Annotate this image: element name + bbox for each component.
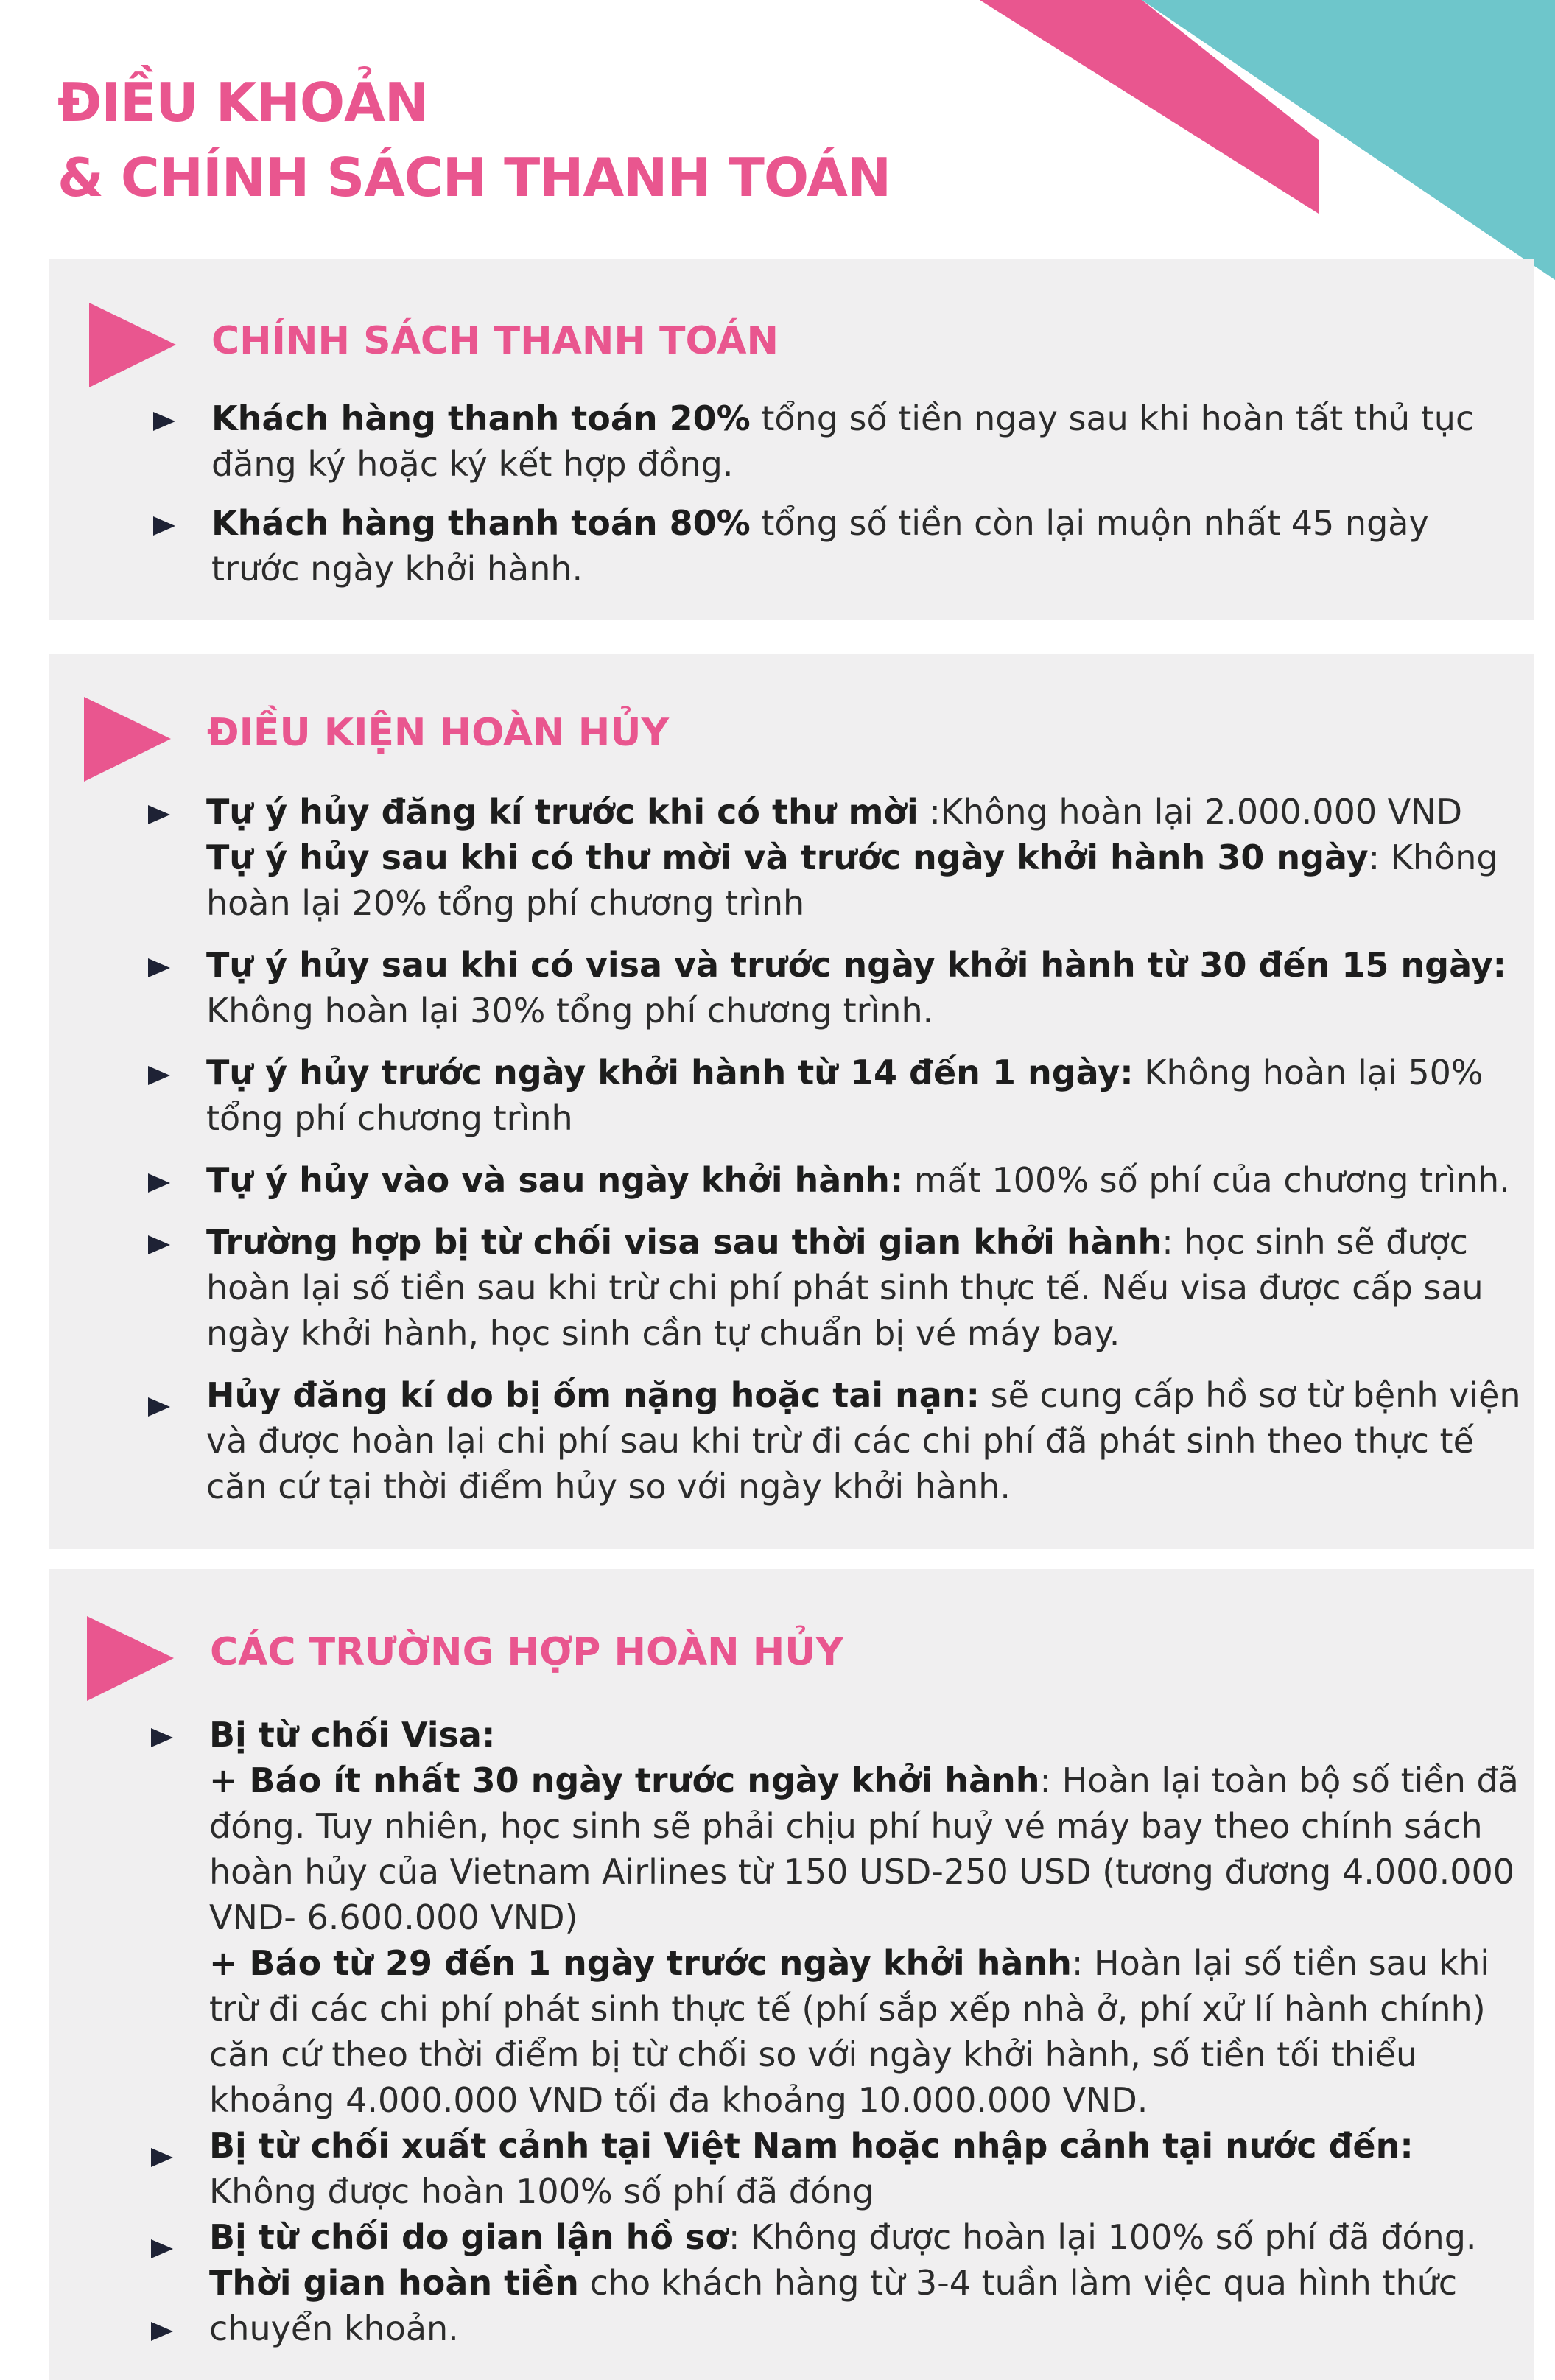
item-bold: Bị từ chối xuất cảnh tại Việt Nam hoặc nhập cảnh tại nước đến: (209, 2126, 1414, 2166)
bullet-icon (151, 2239, 173, 2258)
item-bold: Tự ý hủy vào và sau ngày khởi hành: (206, 1160, 904, 1200)
item-bold: Hủy đăng kí do bị ốm nặng hoặc tai nạn: (206, 1375, 980, 1415)
item-text: : Hoàn lại số tiền sau khi trừ đi các chi phí phát sinh thực tế (phí sắp xếp nhà ở, phí xử lí hành chính) căn cứ theo thời điểm bị từ chối so với ngày khởi hành, số tiền tối thiểu khoảng 4.000.000 VND tối đa khoảng 10.000.000 VND. (209, 1943, 1490, 2120)
item-bold: Bị từ chối do gian lận hồ sơ (209, 2217, 729, 2257)
item-bold: Trường hợp bị từ chối visa sau thời gian khởi hành (206, 1222, 1162, 1262)
page-title-line1: ĐIỀU KHOẢN (57, 71, 429, 133)
bullet-icon (151, 1728, 173, 1747)
cancellation-cases-list (209, 1712, 1524, 2351)
bullet-icon (148, 1235, 170, 1254)
list-item (206, 1157, 1525, 1203)
cancellation-cases-panel (49, 1569, 1534, 2380)
list-item (209, 2260, 1524, 2351)
list-item (206, 789, 1525, 926)
list-item (206, 1372, 1525, 1509)
item-bold: Khách hàng thanh toán 20% (211, 399, 751, 438)
item-bold: Khách hàng thanh toán 80% (211, 503, 751, 543)
payment-policy-list (211, 396, 1508, 592)
section-title: CHÍNH SÁCH THANH TOÁN (211, 319, 779, 363)
item-text: cho khách hàng từ 3-4 tuần làm việc qua hình thức chuyển khoản. (209, 2263, 1458, 2348)
item-bold: Thời gian hoàn tiền (209, 2263, 579, 2303)
item-bold: Tự ý hủy trước ngày khởi hành từ 14 đến 1 ngày: (206, 1053, 1134, 1092)
item-bold: Tự ý hủy sau khi có thư mời và trước ngày khởi hành 30 ngày (206, 838, 1369, 877)
bullet-icon (151, 2148, 173, 2167)
item-line (206, 789, 1525, 835)
item-bold: + Báo từ 29 đến 1 ngày trước ngày khởi hành (209, 1943, 1072, 1983)
list-item (209, 2214, 1524, 2260)
section-title: CÁC TRƯỜNG HỢP HOÀN HỦY (210, 1630, 844, 1674)
cancellation-conditions-list (206, 789, 1525, 1509)
section-arrow-icon (87, 1616, 174, 1701)
item-bold: Tự ý hủy sau khi có visa và trước ngày khởi hành từ 30 đến 15 ngày: (206, 945, 1507, 985)
bullet-icon (148, 805, 170, 824)
bullet-icon (148, 1173, 170, 1193)
item-text: : Không được hoàn lại 100% số phí đã đóng. (728, 2217, 1477, 2257)
item-bold: + Báo ít nhất 30 ngày trước ngày khởi hành (209, 1761, 1040, 1800)
item-text: sẽ cung cấp hồ sơ từ bệnh viện và được hoàn lại chi phí sau khi trừ đi các chi phí đã phát sinh theo thực tế căn cứ tại thời điểm hủy so với ngày khởi hành. (206, 1375, 1521, 1506)
item-text: tổng số tiền ngay sau khi hoàn tất thủ tục đăng ký hoặc ký kết hợp đồng. (211, 399, 1475, 484)
visa-sub1 (209, 1758, 1524, 1940)
list-item (206, 942, 1525, 1033)
item-text: : Hoàn lại toàn bộ số tiền đã đóng. Tuy nhiên, học sinh sẽ phải chịu phí huỷ vé máy bay theo chính sách hoàn hủy của Vietnam Airlines từ 150 USD-250 USD (tương đương 4.000.000 VND- 6.600.000 VND) (209, 1761, 1519, 1937)
bullet-icon (151, 2322, 173, 2341)
section-arrow-icon (84, 697, 171, 782)
bullet-icon (148, 958, 170, 977)
bullet-icon (153, 412, 175, 431)
list-item (209, 2123, 1524, 2214)
cancellation-conditions-panel (49, 654, 1534, 1549)
list-item (211, 396, 1508, 487)
visa-refusal-item (209, 1712, 1524, 2123)
list-item (206, 1050, 1525, 1141)
bullet-icon (153, 516, 175, 536)
item-line (206, 835, 1525, 926)
item-bold: Tự ý hủy đăng kí trước khi có thư mời (206, 792, 919, 832)
corner-decoration (950, 0, 1555, 280)
item-text: Không được hoàn 100% số phí đã đóng (209, 2172, 874, 2211)
page-title-line2: & CHÍNH SÁCH THANH TOÁN (57, 147, 891, 208)
item-text: Không hoàn lại 30% tổng phí chương trình. (206, 991, 934, 1031)
list-item (206, 1219, 1525, 1356)
payment-policy-panel (49, 259, 1534, 620)
visa-heading (209, 1712, 1524, 1758)
page-title (57, 65, 891, 215)
item-text: Không hoàn lại 50% tổng phí chương trình (206, 1053, 1484, 1138)
item-text: tổng số tiền còn lại muộn nhất 45 ngày trước ngày khởi hành. (211, 503, 1429, 589)
section-arrow-icon (89, 303, 176, 387)
bullet-icon (148, 1066, 170, 1085)
bullet-icon (148, 1397, 170, 1417)
section-title: ĐIỀU KIỆN HOÀN HỦY (207, 711, 670, 755)
visa-sub2 (209, 1940, 1524, 2123)
item-text: mất 100% số phí của chương trình. (903, 1160, 1510, 1200)
item-text: : Không hoàn lại 20% tổng phí chương trình (206, 838, 1498, 923)
item-bold: Bị từ chối Visa: (209, 1715, 496, 1755)
item-text: : học sinh sẽ được hoàn lại số tiền sau khi trừ chi phí phát sinh thực tế. Nếu visa được cấp sau ngày khởi hành, học sinh cần tự chuẩn bị vé máy bay. (206, 1222, 1484, 1353)
item-text: :Không hoàn lại 2.000.000 VND (918, 792, 1463, 832)
list-item (211, 500, 1508, 592)
